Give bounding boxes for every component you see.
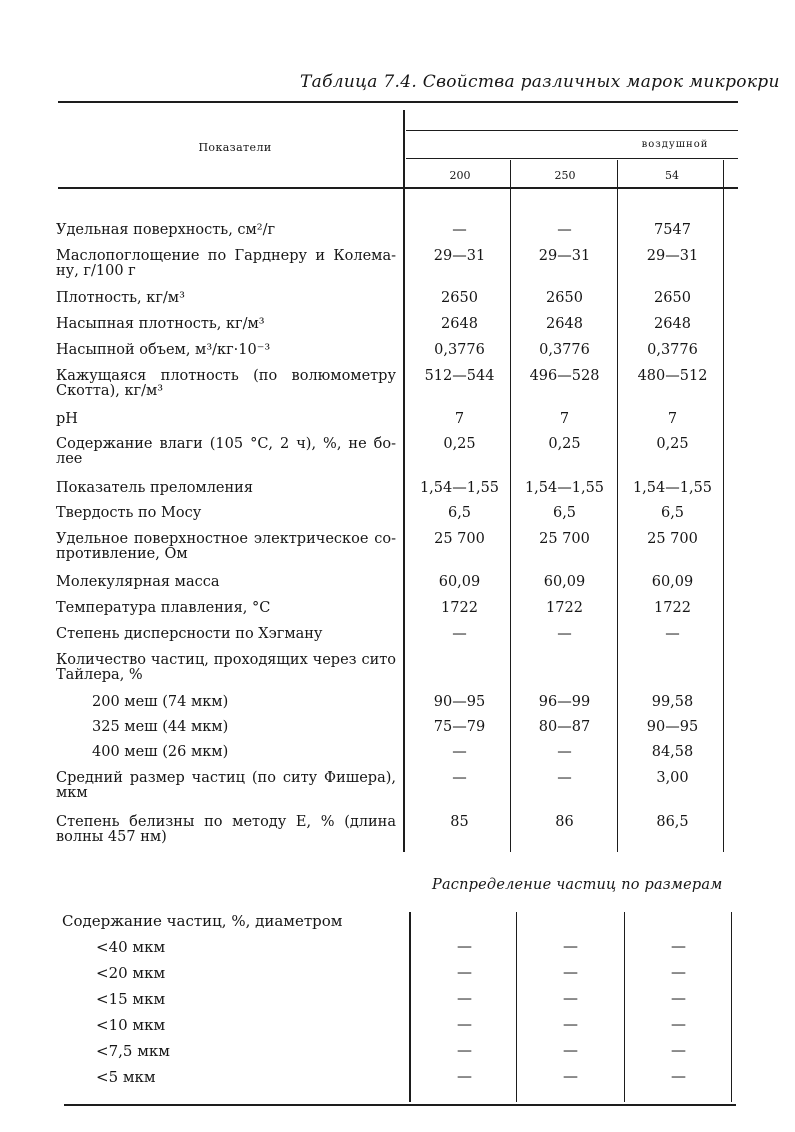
row-value-12-2: 1722 (654, 600, 691, 616)
row-value-7-1: 0,25 (548, 436, 581, 452)
row-label-7: Содержание влаги (105 °С, 2 ч), %, не бо-лее (56, 436, 396, 467)
row-label-12: Температура плавления, °С (56, 600, 271, 616)
row-value-18-2: 3,00 (656, 770, 689, 786)
row-label-4: Насыпной объем, м³/кг·10⁻³ (56, 342, 271, 358)
row-value-2-1: 2650 (546, 290, 583, 306)
dist-divider-2 (624, 912, 625, 1102)
row-label-1: Маслопоглощение по Гарднеру и Колема-ну, г/100 г (56, 248, 396, 279)
row-value-16-1: 80—87 (538, 719, 591, 735)
row-value-15-0: 90—95 (433, 694, 486, 710)
dist-value-3-1: — (563, 1015, 578, 1033)
top-rule (58, 101, 738, 103)
dist-divider-label (409, 912, 411, 1102)
row-value-4-1: 0,3776 (539, 342, 590, 358)
row-value-2-2: 2650 (654, 290, 691, 306)
dist-value-0-0: — (457, 937, 472, 955)
row-label-16: 325 меш (44 мкм) (92, 719, 229, 735)
row-label-5: Кажущаяся плотность (по волюмометру Скотта), кг/м³ (56, 368, 396, 399)
dist-label-5: <5 мкм (96, 1068, 156, 1086)
row-value-10-0: 25 700 (434, 531, 485, 547)
dist-value-4-0: — (457, 1041, 472, 1059)
bottom-rule (64, 1104, 736, 1106)
row-label-14: Количество частиц, проходящих через сито Тайлера, % (56, 652, 396, 683)
row-value-8-2: 1,54—1,55 (632, 480, 713, 496)
header-rule-middle (406, 158, 738, 159)
row-value-8-1: 1,54—1,55 (524, 480, 605, 496)
row-value-5-1: 496—528 (529, 368, 600, 384)
row-value-6-0: 7 (454, 411, 465, 427)
row-label-3: Насыпная плотность, кг/м³ (56, 316, 265, 332)
row-value-6-2: 7 (667, 411, 678, 427)
row-value-0-1: — (557, 222, 572, 238)
row-value-19-2: 86,5 (656, 814, 689, 830)
row-label-6: pH (56, 411, 78, 427)
dist-value-3-0: — (457, 1015, 472, 1033)
dist-label-1: <20 мкм (96, 964, 166, 982)
dist-divider-3 (731, 912, 732, 1102)
row-label-17: 400 меш (26 мкм) (92, 744, 229, 760)
row-value-9-1: 6,5 (552, 505, 577, 521)
row-value-12-0: 1722 (441, 600, 478, 616)
row-value-9-0: 6,5 (447, 505, 472, 521)
dist-value-0-1: — (563, 937, 578, 955)
row-value-11-2: 60,09 (651, 574, 694, 590)
row-label-11: Молекулярная масса (56, 574, 220, 590)
row-value-17-2: 84,58 (651, 744, 694, 760)
row-value-0-0: — (452, 222, 467, 238)
dist-value-1-0: — (457, 963, 472, 981)
row-label-8: Показатель преломления (56, 480, 253, 496)
column-divider-2 (617, 160, 618, 852)
row-value-3-2: 2648 (654, 316, 691, 332)
row-value-1-2: 29—31 (646, 248, 699, 264)
row-label-15: 200 меш (74 мкм) (92, 694, 229, 710)
row-label-13: Степень дисперсности по Хэгману (56, 626, 323, 642)
header-col-2: 54 (665, 169, 679, 182)
row-value-1-0: 29—31 (433, 248, 486, 264)
dist-label-0: <40 мкм (96, 938, 166, 956)
column-divider-label (403, 110, 405, 852)
row-value-3-1: 2648 (546, 316, 583, 332)
row-label-10: Удельное поверхностное электрическое со-противление, Ом (56, 531, 396, 562)
header-col-1: 250 (554, 169, 576, 182)
row-value-4-0: 0,3776 (434, 342, 485, 358)
table-caption: Таблица 7.4. Свойства различных марок микрокри (300, 72, 780, 92)
row-value-10-2: 25 700 (647, 531, 698, 547)
dist-value-2-1: — (563, 989, 578, 1007)
dist-label-2: <15 мкм (96, 990, 166, 1008)
row-value-3-0: 2648 (441, 316, 478, 332)
dist-value-5-1: — (563, 1067, 578, 1085)
row-value-16-0: 75—79 (433, 719, 486, 735)
header-col-0: 200 (449, 169, 471, 182)
row-value-5-2: 480—512 (637, 368, 708, 384)
row-value-13-0: — (452, 626, 467, 642)
row-value-18-1: — (557, 770, 572, 786)
header-rule-lower (58, 187, 738, 189)
row-value-17-0: — (452, 744, 467, 760)
row-value-5-0: 512—544 (424, 368, 495, 384)
row-value-19-0: 85 (450, 814, 469, 830)
row-value-17-1: — (557, 744, 572, 760)
row-value-19-1: 86 (555, 814, 574, 830)
row-label-18: Средний размер частиц (по ситу Фишера), мкм (56, 770, 396, 801)
row-value-11-1: 60,09 (543, 574, 586, 590)
dist-value-2-0: — (457, 989, 472, 1007)
row-label-19: Степень белизны по методу Е, % (длина волны 457 нм) (56, 814, 396, 845)
dist-value-1-2: — (671, 963, 686, 981)
row-value-10-1: 25 700 (539, 531, 590, 547)
dist-label-4: <7,5 мкм (96, 1042, 170, 1060)
row-value-0-2: 7547 (654, 222, 691, 238)
row-value-13-1: — (557, 626, 572, 642)
row-value-7-2: 0,25 (656, 436, 689, 452)
dist-value-4-1: — (563, 1041, 578, 1059)
row-value-15-2: 99,58 (651, 694, 694, 710)
row-value-18-0: — (452, 770, 467, 786)
row-value-1-1: 29—31 (538, 248, 591, 264)
distribution-title: Распределение частиц по размерам (432, 877, 723, 893)
row-value-12-1: 1722 (546, 600, 583, 616)
dist-value-4-2: — (671, 1041, 686, 1059)
distribution-heading: Содержание частиц, %, диаметром (62, 912, 343, 930)
row-value-4-2: 0,3776 (647, 342, 698, 358)
header-rule-upper (406, 130, 738, 131)
row-value-2-0: 2650 (441, 290, 478, 306)
row-value-6-1: 7 (559, 411, 570, 427)
row-value-7-0: 0,25 (443, 436, 476, 452)
dist-value-3-2: — (671, 1015, 686, 1033)
dist-label-3: <10 мкм (96, 1016, 166, 1034)
row-label-2: Плотность, кг/м³ (56, 290, 185, 306)
row-value-9-2: 6,5 (660, 505, 685, 521)
row-value-16-2: 90—95 (646, 719, 699, 735)
dist-value-5-2: — (671, 1067, 686, 1085)
row-value-8-0: 1,54—1,55 (419, 480, 500, 496)
dist-value-2-2: — (671, 989, 686, 1007)
row-value-13-2: — (665, 626, 680, 642)
dist-value-5-0: — (457, 1067, 472, 1085)
row-value-15-1: 96—99 (538, 694, 591, 710)
row-label-0: Удельная поверхность, см²/г (56, 222, 276, 238)
dist-value-0-2: — (671, 937, 686, 955)
row-label-9: Твердость по Мосу (56, 505, 202, 521)
dist-value-1-1: — (563, 963, 578, 981)
header-group: воздушной (641, 139, 709, 150)
header-parameter: Показатели (198, 141, 272, 154)
row-value-11-0: 60,09 (438, 574, 481, 590)
